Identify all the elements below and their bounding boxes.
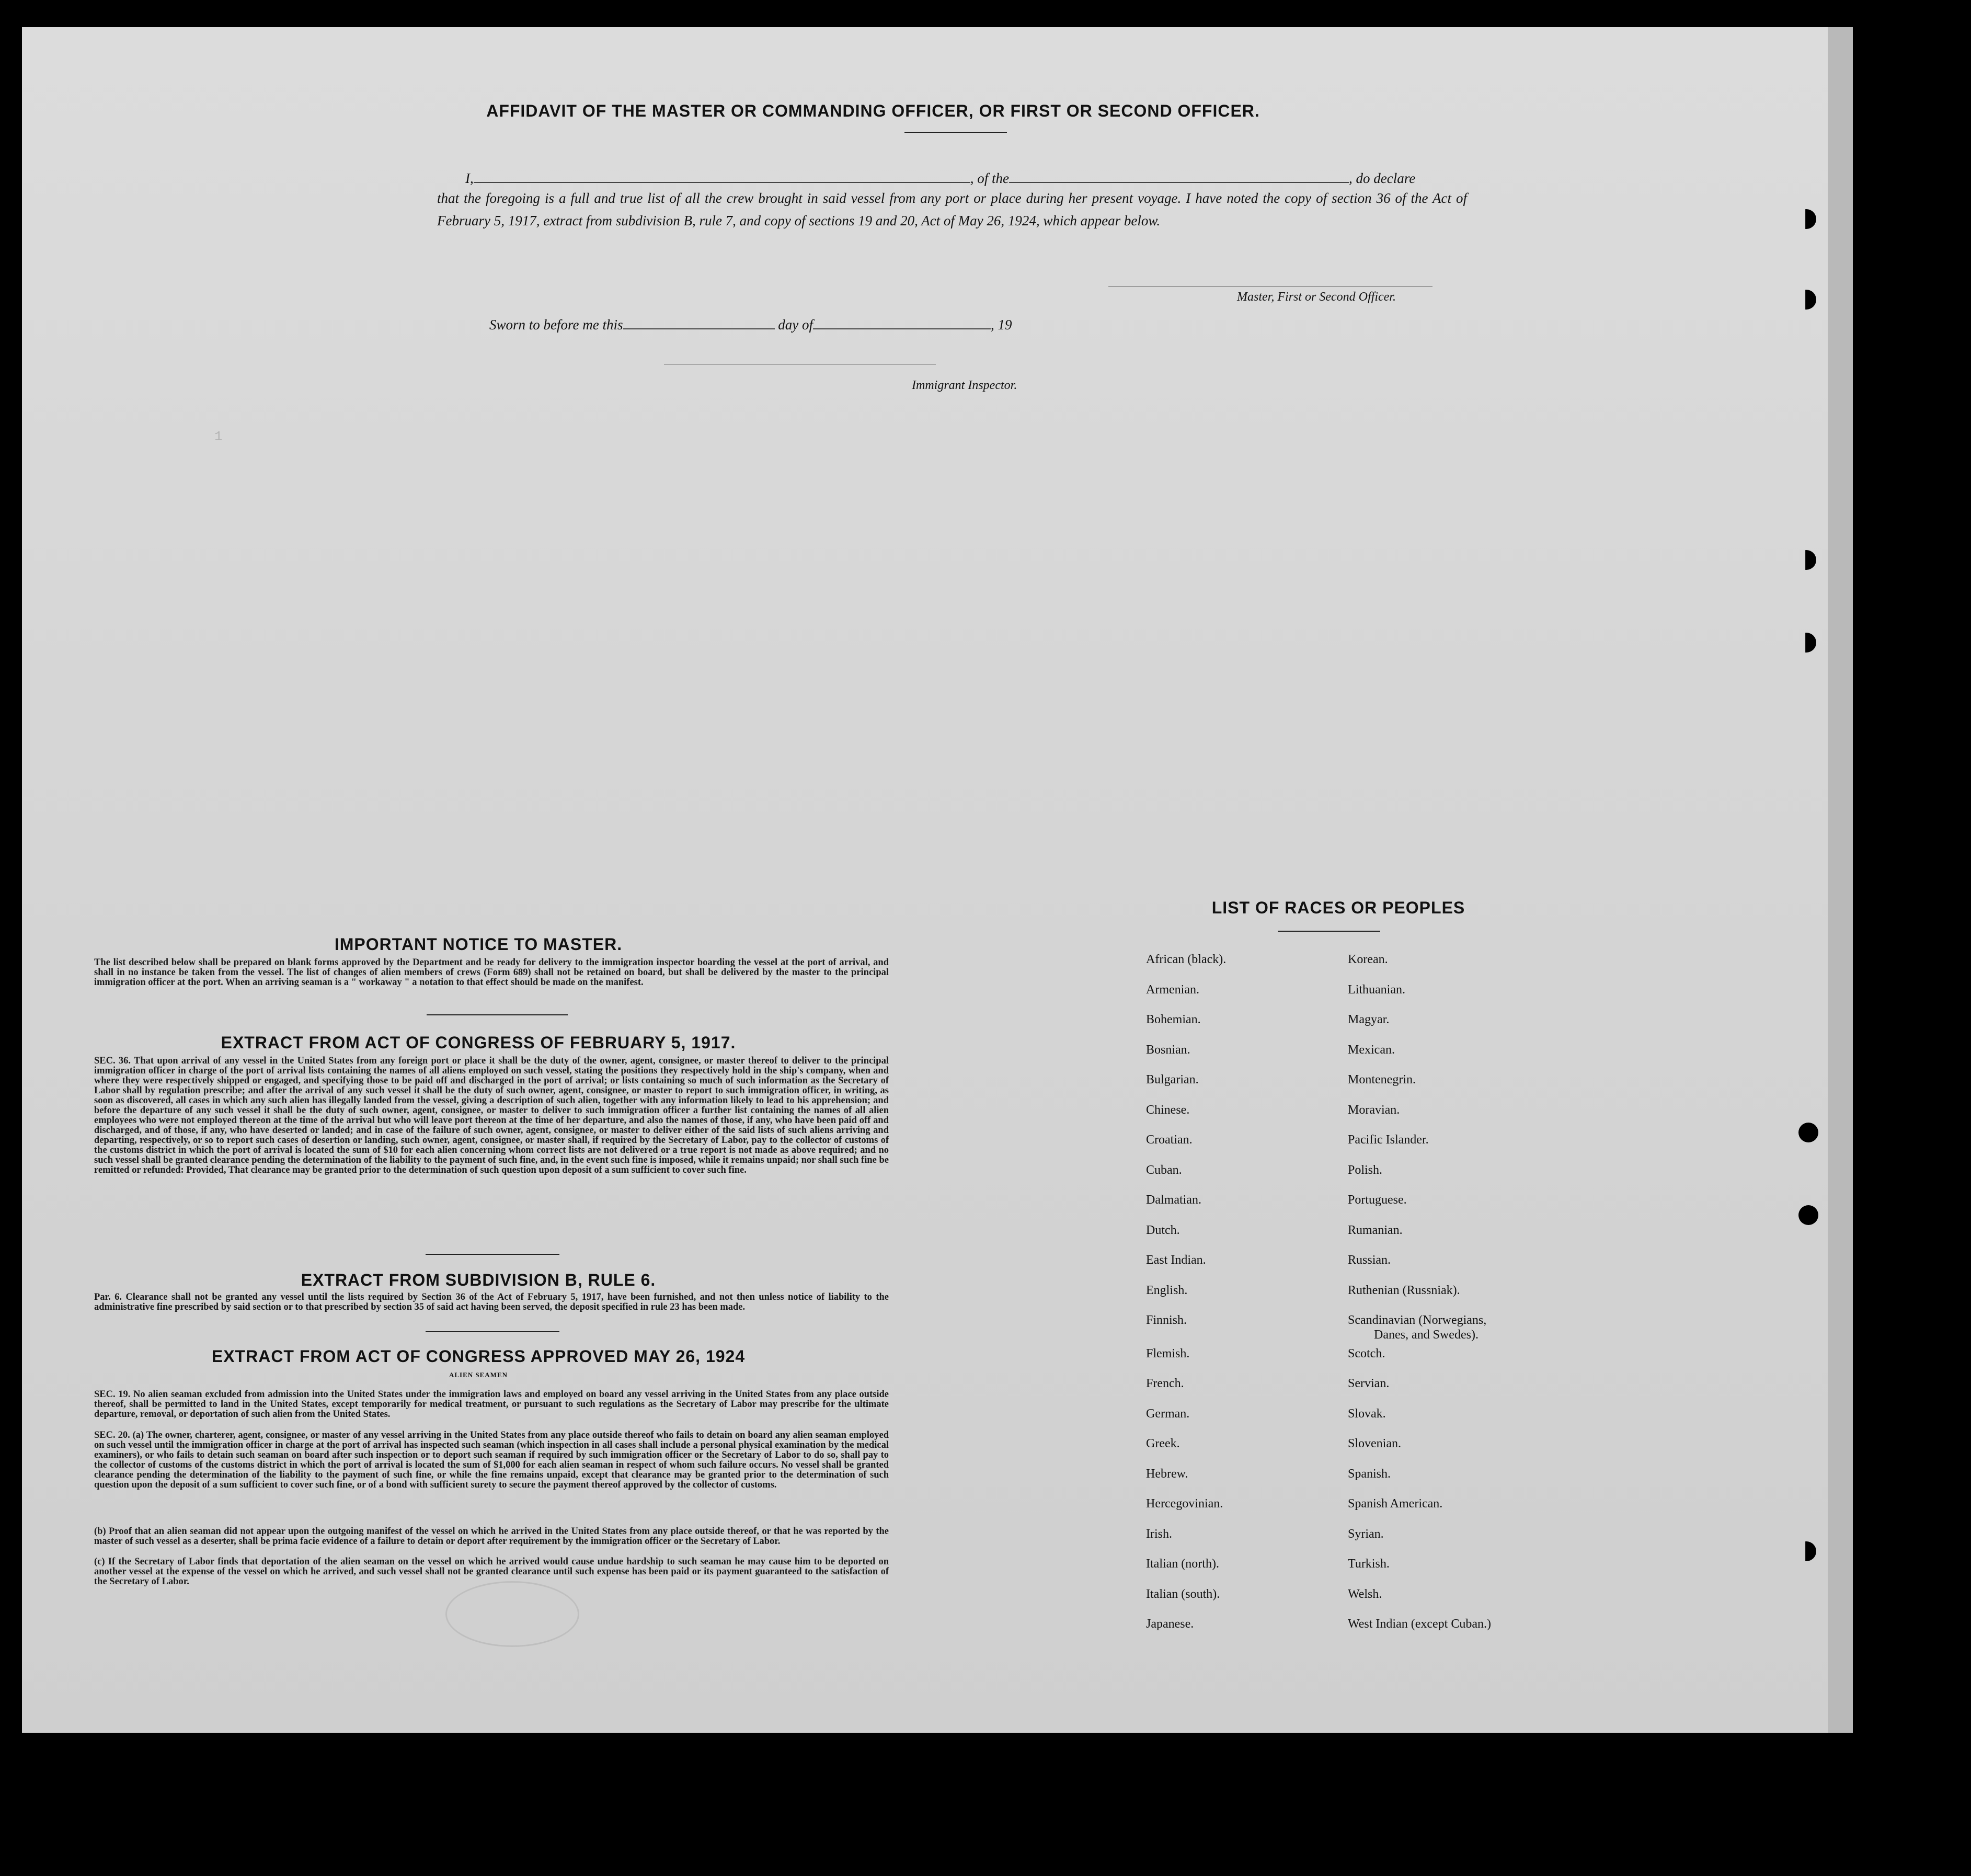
race-item: African (black). xyxy=(1146,953,1227,966)
race-item: Spanish American. xyxy=(1348,1497,1443,1511)
day-blank xyxy=(623,313,775,329)
sworn-day-of: day of xyxy=(778,317,813,333)
race-item: Spanish. xyxy=(1348,1467,1391,1481)
name-blank xyxy=(474,166,970,183)
sec20c-body: (c) If the Secretary of Labor finds that deportation of the alien seaman on the vessel on which he arrived would cause undue hardship to such seaman he may cause him to be deported on another vessel at the expense of the vessel on which he arrived, and such vessel shall not be granted clearance until such expense has been paid or its payment guaranteed to the satisfaction of the Secretary of Labor. xyxy=(94,1557,889,1587)
faint-stamp xyxy=(445,1581,579,1647)
race-item: Pacific Islander. xyxy=(1348,1133,1429,1147)
binder-hole-5 xyxy=(1798,1123,1818,1142)
race-item: Scotch. xyxy=(1348,1346,1385,1360)
affidavit-title: AFFIDAVIT OF THE MASTER OR COMMANDING OFFICER, OR FIRST OR SECOND OFFICER. xyxy=(486,101,1260,120)
race-item: Japanese. xyxy=(1146,1617,1194,1631)
binder-hole-6 xyxy=(1798,1205,1818,1225)
sec19-body: SEC. 19. No alien seaman excluded from admission into the United States under the immigration laws and employed on board any vessel arriving in the United States from any place outside thereof, shall be permitted to land in the United States, except temporarily for medical treatment, or pursuant to such regulations as the Secretary of Labor may prescribe for the ultimate departure, removal, or deportation of such alien from the United States. xyxy=(94,1389,889,1420)
race-item: Welsh. xyxy=(1348,1587,1382,1601)
race-item: Polish. xyxy=(1348,1163,1383,1177)
race-item: Italian (south). xyxy=(1146,1587,1220,1601)
races-title: LIST OF RACES OR PEOPLES xyxy=(1211,898,1465,917)
race-item: German. xyxy=(1146,1406,1190,1421)
notice-title: IMPORTANT NOTICE TO MASTER. xyxy=(334,935,623,954)
extract-1924-title: EXTRACT FROM ACT OF CONGRESS APPROVED MAY 26, 1924 xyxy=(211,1347,746,1366)
race-item: Hebrew. xyxy=(1146,1467,1188,1481)
race-item: Bohemian. xyxy=(1146,1013,1201,1026)
race-item: Dutch. xyxy=(1146,1223,1180,1237)
sworn-line xyxy=(489,313,1012,333)
race-item: English. xyxy=(1146,1283,1188,1297)
race-item: Slovak. xyxy=(1348,1406,1386,1421)
race-item: Lithuanian. xyxy=(1348,982,1405,997)
extract-1917-body: SEC. 36. That upon arrival of any vessel in the United States from any foreign port or place it shall be the duty of the owner, agent, consignee, or master thereof to deliver to the principal immigration officer in charge of the port of arrival lists containing the names of all aliens employed on such vessel, stating the positions they respectively hold in the ship's company, when and where they were respectively shipped or engaged, and specifying those to be paid off and discharged in the port of arrival; or lists containing so much of such information as the Secretary of Labor shall by regulation prescribe; and after the arrival of any such vessel it shall be the duty of such owner, agent, consignee, or master to report to such immigration officer, in writing, as soon as discovered, all cases in which any such alien has illegally landed from the vessel, giving a description of such alien, together with any information likely to lead to his apprehension; and before the departure of any such vessel it shall be the duty of such owner, agent, consignee, or master to deliver to such immigration officer a further list containing the names of all alien employees who were not employed thereon at the time of the arrival but who will leave port thereon at the time of her departure, and also the names of those, if any, who have been paid off and discharged, and of those, if any, who have deserted or landed; and in case of the failure of such owner, agent, consignee, or master to deliver either of the said lists of such aliens arriving and departing, respectively, or so to report such cases of desertion or landing, such owner, agent, consignee, or master shall, if required by the Secretary of Labor, pay to the collector of customs of the customs district in which the port of arrival is located the sum of $10 for each alien concerning whom correct lists are not delivered or a true report is not made as above required; and no such vessel shall be granted clearance pending the determination of the liability to the payment of such fine, and, in the event such fine is imposed, while it remains unpaid; nor shall such fine be remitted or refunded: Provided, That clearance may be granted prior to the determination of such question upon deposit of a sum sufficient to cover such fine. xyxy=(94,1056,889,1175)
race-item: Portuguese. xyxy=(1348,1193,1407,1207)
month-blank xyxy=(813,313,991,329)
race-item: Italian (north). xyxy=(1146,1557,1219,1571)
race-item: Russian. xyxy=(1348,1253,1391,1267)
sworn-year: , 19 xyxy=(991,317,1012,333)
race-item: Moravian. xyxy=(1348,1103,1400,1117)
race-item: Mexican. xyxy=(1348,1043,1395,1057)
master-caption: Master, First or Second Officer. xyxy=(1237,290,1396,304)
divider xyxy=(1278,931,1380,932)
vessel-blank xyxy=(1009,166,1349,183)
race-item: Bulgarian. xyxy=(1146,1073,1199,1086)
race-item: Slovenian. xyxy=(1348,1437,1401,1450)
declaration-line xyxy=(465,166,1415,187)
race-item: Rumanian. xyxy=(1348,1223,1403,1237)
sec20b-body: (b) Proof that an alien seaman did not appear upon the outgoing manifest of the vessel on which he arrived in the United States from any place outside thereof, or that he was reported by the master of such vessel as a deserter, shall be prima facie evidence of a failure to detain or deport after requirement by the immigration officer or the Secretary of Labor. xyxy=(94,1526,889,1547)
race-item: Servian. xyxy=(1348,1377,1390,1390)
race-item: Scandinavian (Norwegians, xyxy=(1348,1313,1487,1327)
divider xyxy=(426,1331,559,1332)
sec20a-body: SEC. 20. (a) The owner, charterer, agent, consignee, or master of any vessel arriving in the United States from any place outside thereof who fails to detain on board any alien seaman employed on such vessel until the immigration officer in charge at the port of arrival has inspected such seaman (which inspection in all cases shall include a personal physical examination by the medical examiners), or who fails to detain such seaman on board after such inspection or to deport such seaman if required by such immigration officer or the Secretary of Labor to do so, shall pay to the collector of customs of the customs district in which the port of arrival is located the sum of $1,000 for each alien seaman in respect of whom such failure occurs. No vessel shall be granted clearance pending the determination of the liability to the payment of such fine, or while the fine remains unpaid, except that clearance may be granted prior to the determination of such question upon the deposit of a sum sufficient to cover such fine, or of a bond with sufficient surety to secure the payment thereof approved by the collector of customs. xyxy=(94,1430,889,1490)
race-item: Croatian. xyxy=(1146,1133,1193,1147)
declaration-i: I, xyxy=(465,170,474,186)
affidavit-body: that the foregoing is a full and true list of all the crew brought in said vessel from any port or place during her present voyage. I have noted the copy of section 36 of the Act of February 5, 1917, extract from subdivision B, rule 7, and copy of sections 19 and 20, Act of May 26, 1924, which appear below. xyxy=(437,190,1467,228)
divider xyxy=(427,1014,568,1015)
divider xyxy=(426,1254,559,1255)
extract-rule6-body: Par. 6. Clearance shall not be granted any vessel until the lists required by Section 36 of the Act of February 5, 1917, have been furnished, and not then unless notice of liability to the administrative fine prescribed by said section or to that prescribed by section 35 of said act having been served, the deposit specified in rule 23 has been made. xyxy=(94,1292,889,1312)
race-item: Greek. xyxy=(1146,1437,1180,1450)
page-edge xyxy=(1828,27,1853,1733)
race-item: Irish. xyxy=(1146,1527,1172,1541)
race-item: Flemish. xyxy=(1146,1346,1190,1360)
race-item: Armenian. xyxy=(1146,982,1199,997)
notice-body: The list described below shall be prepared on blank forms approved by the Department and be ready for delivery to the immigration inspector boarding the vessel at the port of arrival, and shall in no instance be taken from the vessel. The list of changes of alien members of crews (Form 689) shall not be retained on board, but shall be delivered by the master to the principal immigration officer at the port. When an arriving seaman is a " workaway " a notation to that effect should be made on the manifest. xyxy=(94,957,889,988)
race-item: Danes, and Swedes). xyxy=(1374,1328,1479,1342)
race-item: Turkish. xyxy=(1348,1557,1390,1571)
extract-1924-subtitle: ALIEN SEAMEN xyxy=(449,1371,508,1379)
race-item: Bosnian. xyxy=(1146,1043,1190,1057)
race-item: Cuban. xyxy=(1146,1163,1182,1177)
race-item: Hercegovinian. xyxy=(1146,1497,1223,1511)
race-item: West Indian (except Cuban.) xyxy=(1348,1617,1491,1631)
declaration-declare: , do declare xyxy=(1349,170,1416,186)
race-item: Chinese. xyxy=(1146,1103,1190,1117)
race-item: Ruthenian (Russniak). xyxy=(1348,1283,1460,1297)
race-item: East Indian. xyxy=(1146,1253,1206,1267)
race-item: Finnish. xyxy=(1146,1313,1187,1327)
race-item: Korean. xyxy=(1348,953,1388,966)
race-item: Dalmatian. xyxy=(1146,1193,1201,1207)
inspector-caption: Immigrant Inspector. xyxy=(912,379,1017,392)
declaration-of-the: , of the xyxy=(970,170,1009,186)
divider xyxy=(904,132,1007,133)
sworn-prefix: Sworn to before me this xyxy=(489,317,623,333)
race-item: Magyar. xyxy=(1348,1013,1390,1026)
extract-rule6-title: EXTRACT FROM SUBDIVISION B, RULE 6. xyxy=(301,1271,656,1289)
race-item: Syrian. xyxy=(1348,1527,1384,1541)
race-item: Montenegrin. xyxy=(1348,1073,1416,1086)
extract-1917-title: EXTRACT FROM ACT OF CONGRESS OF FEBRUARY 5, 1917. xyxy=(221,1033,736,1052)
race-item: French. xyxy=(1146,1377,1184,1390)
